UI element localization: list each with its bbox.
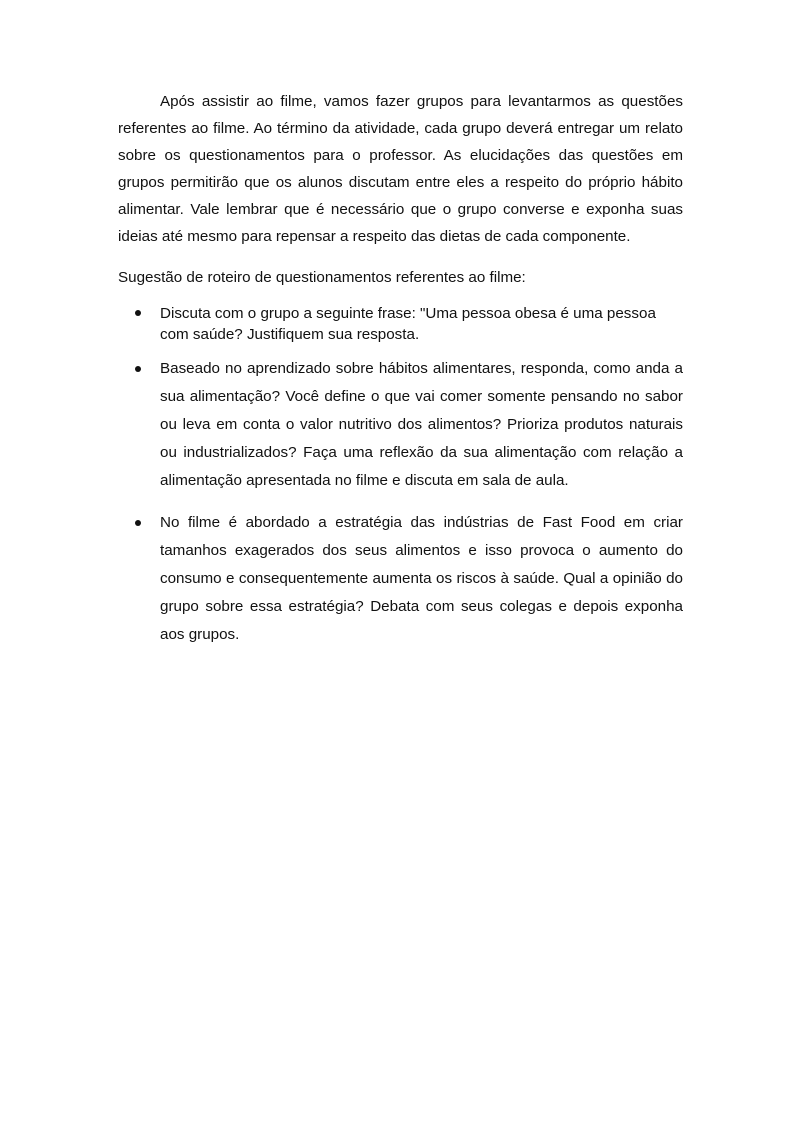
bullet-icon — [135, 520, 141, 526]
bullet-icon — [135, 366, 141, 372]
document-page — [118, 88, 683, 649]
question-text: Discuta com o grupo a seguinte frase: "Uma pessoa obesa é uma pessoa com saúde? Justifiquem sua resposta. — [160, 305, 656, 343]
question-list — [118, 303, 683, 649]
bullet-icon — [135, 310, 141, 316]
question-text: No filme é abordado a estratégia das indústrias de Fast Food em criar tamanhos exagerados dos seus alimentos e isso provoca o aumento do consumo e consequentemente aumenta os riscos à saúde. Qual a opinião do grupo sobre essa estratégia? Debata com seus colegas e depois exponha aos grupos. — [160, 514, 683, 643]
question-item — [118, 303, 683, 345]
intro-paragraph: Após assistir ao filme, vamos fazer grupos para levantarmos as questões referentes ao filme. Ao término da atividade, cada grupo deverá entregar um relato sobre os questionamentos para o professor. As elucidações das questões em grupos permitirão que os alunos discutam entre eles a respeito do próprio hábito alimentar. Vale lembrar que é necessário que o grupo converse e exponha suas ideias até mesmo para repensar a respeito das dietas de cada componente. — [118, 93, 683, 245]
suggestion-heading: Sugestão de roteiro de questionamentos referentes ao filme: — [118, 269, 526, 286]
question-text: Baseado no aprendizado sobre hábitos alimentares, responda, como anda a sua alimentação? Você define o que vai comer somente pensando no sabor ou leva em conta o valor nutritivo dos alimentos? Prioriza produtos naturais ou industrializados? Faça uma reflexão da sua alimentação com relação a alimentação apresentada no filme e discuta em sala de aula. — [160, 360, 683, 489]
question-item — [118, 355, 683, 495]
question-item — [118, 509, 683, 649]
